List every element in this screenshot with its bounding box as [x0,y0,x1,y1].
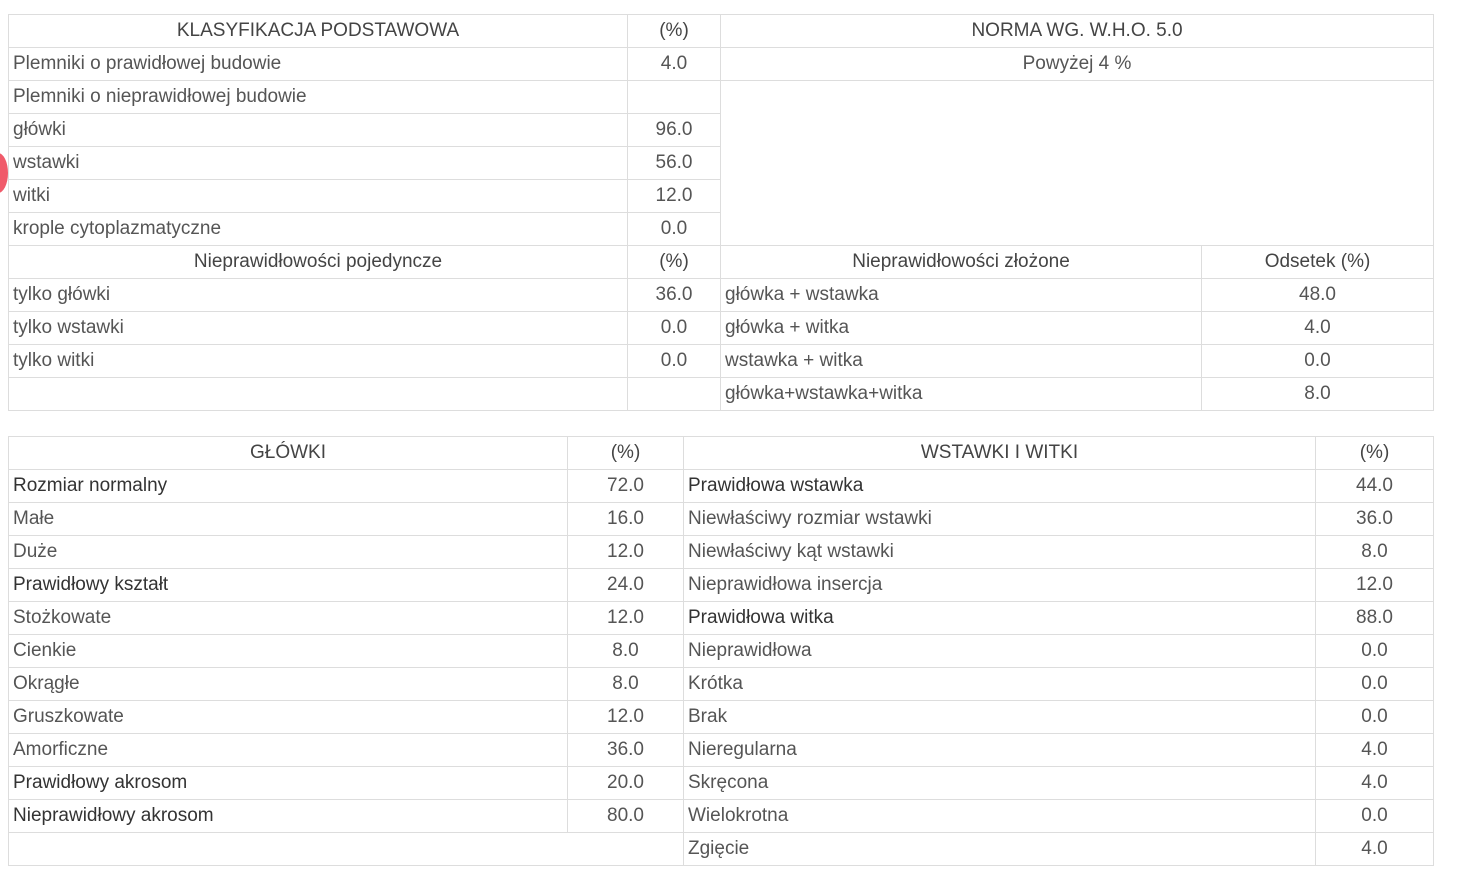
heads-value: 8.0 [568,668,684,701]
single-header-label: Nieprawidłowości pojedyncze [9,246,628,279]
heads-label: Rozmiar normalny [9,470,568,503]
midpiece-tail-label: Prawidłowa witka [684,602,1316,635]
midpiece-tail-value: 4.0 [1316,833,1434,866]
heads-label: Prawidłowy akrosom [9,767,568,800]
heads-value: 12.0 [568,602,684,635]
table-row [9,279,1434,312]
midpiece-tail-label: Nieprawidłowa insercja [684,569,1316,602]
table-row [9,602,1434,635]
midpiece-tail-value: 4.0 [1316,734,1434,767]
normal-value: 4.0 [628,48,721,81]
heads-value: 72.0 [568,470,684,503]
midpiece-tail-label: Prawidłowa wstawka [684,470,1316,503]
midpiece-tail-label: Skręcona [684,767,1316,800]
norm-header: NORMA WG. W.H.O. 5.0 [721,15,1434,48]
table-row [9,569,1434,602]
complex-value: 48.0 [1202,279,1434,312]
midpiece-tail-value: 4.0 [1316,767,1434,800]
row-value: 96.0 [628,114,721,147]
empty-cell [9,378,628,411]
heads-value: 12.0 [568,536,684,569]
heads-label: Okrągłe [9,668,568,701]
midpiece-tail-value: 0.0 [1316,701,1434,734]
heads-label: Amorficzne [9,734,568,767]
complex-value: 4.0 [1202,312,1434,345]
complex-label: wstawka + witka [721,345,1202,378]
table-row [9,734,1434,767]
midpiece-tail-label: Nieprawidłowa [684,635,1316,668]
midpiece-tail-label: Brak [684,701,1316,734]
midpiece-tail-value: 0.0 [1316,668,1434,701]
heads-label: Cienkie [9,635,568,668]
midpiece-tail-header-pct: (%) [1316,437,1434,470]
midpiece-tail-value: 8.0 [1316,536,1434,569]
table-row [9,345,1434,378]
row-label: główki [9,114,628,147]
heads-value: 80.0 [568,800,684,833]
table-row [9,833,1434,866]
midpiece-tail-value: 0.0 [1316,800,1434,833]
heads-label: Stożkowate [9,602,568,635]
row-label: krople cytoplazmatyczne [9,213,628,246]
table-row [9,15,1434,48]
table-row [9,48,1434,81]
table-row [9,437,1434,470]
single-label: tylko wstawki [9,312,628,345]
midpiece-tail-label: Niewłaściwy kąt wstawki [684,536,1316,569]
complex-header-pct: Odsetek (%) [1202,246,1434,279]
heads-value: 36.0 [568,734,684,767]
single-value: 0.0 [628,312,721,345]
row-value: 0.0 [628,213,721,246]
midpiece-tail-header-label: WSTAWKI I WITKI [684,437,1316,470]
complex-header-label: Nieprawidłowości złożone [721,246,1202,279]
table-row [9,81,1434,114]
heads-value: 20.0 [568,767,684,800]
table-row [9,246,1434,279]
heads-label: Małe [9,503,568,536]
complex-label: główka + wstawka [721,279,1202,312]
empty-cell [628,81,721,114]
complex-value: 8.0 [1202,378,1434,411]
single-value: 36.0 [628,279,721,312]
midpiece-tail-value: 36.0 [1316,503,1434,536]
basic-classification-table [8,14,1434,411]
norm-value: Powyżej 4 % [721,48,1434,81]
midpiece-tail-value: 12.0 [1316,569,1434,602]
complex-label: główka + witka [721,312,1202,345]
table-row [9,668,1434,701]
table-row [9,312,1434,345]
complex-value: 0.0 [1202,345,1434,378]
heads-label: Duże [9,536,568,569]
heads-value: 8.0 [568,635,684,668]
table-row [9,378,1434,411]
basic-header-label: KLASYFIKACJA PODSTAWOWA [9,15,628,48]
empty-cell [628,378,721,411]
empty-cell [9,833,684,866]
heads-value: 24.0 [568,569,684,602]
single-label: tylko główki [9,279,628,312]
single-label: tylko witki [9,345,628,378]
abnormal-label: Plemniki o nieprawidłowej budowie [9,81,628,114]
midpiece-tail-label: Krótka [684,668,1316,701]
table-row [9,701,1434,734]
heads-label: Nieprawidłowy akrosom [9,800,568,833]
midpiece-tail-label: Nieregularna [684,734,1316,767]
row-label: witki [9,180,628,213]
midpiece-tail-label: Niewłaściwy rozmiar wstawki [684,503,1316,536]
heads-value: 12.0 [568,701,684,734]
row-value: 12.0 [628,180,721,213]
table-row [9,800,1434,833]
normal-label: Plemniki o prawidłowej budowie [9,48,628,81]
heads-header-pct: (%) [568,437,684,470]
accent-dot [0,153,8,193]
midpiece-tail-value: 88.0 [1316,602,1434,635]
heads-value: 16.0 [568,503,684,536]
heads-header-label: GŁÓWKI [9,437,568,470]
table-row [9,536,1434,569]
single-value: 0.0 [628,345,721,378]
midpiece-tail-value: 0.0 [1316,635,1434,668]
row-value: 56.0 [628,147,721,180]
heads-label: Prawidłowy kształt [9,569,568,602]
table-row [9,635,1434,668]
morphology-detail-table [8,436,1434,866]
table-row [9,470,1434,503]
heads-label: Gruszkowate [9,701,568,734]
complex-label: główka+wstawka+witka [721,378,1202,411]
midpiece-tail-label: Wielokrotna [684,800,1316,833]
midpiece-tail-label: Zgięcie [684,833,1316,866]
midpiece-tail-value: 44.0 [1316,470,1434,503]
empty-cell [721,81,1434,246]
row-label: wstawki [9,147,628,180]
table-row [9,503,1434,536]
table-row [9,767,1434,800]
single-header-pct: (%) [628,246,721,279]
basic-header-pct: (%) [628,15,721,48]
